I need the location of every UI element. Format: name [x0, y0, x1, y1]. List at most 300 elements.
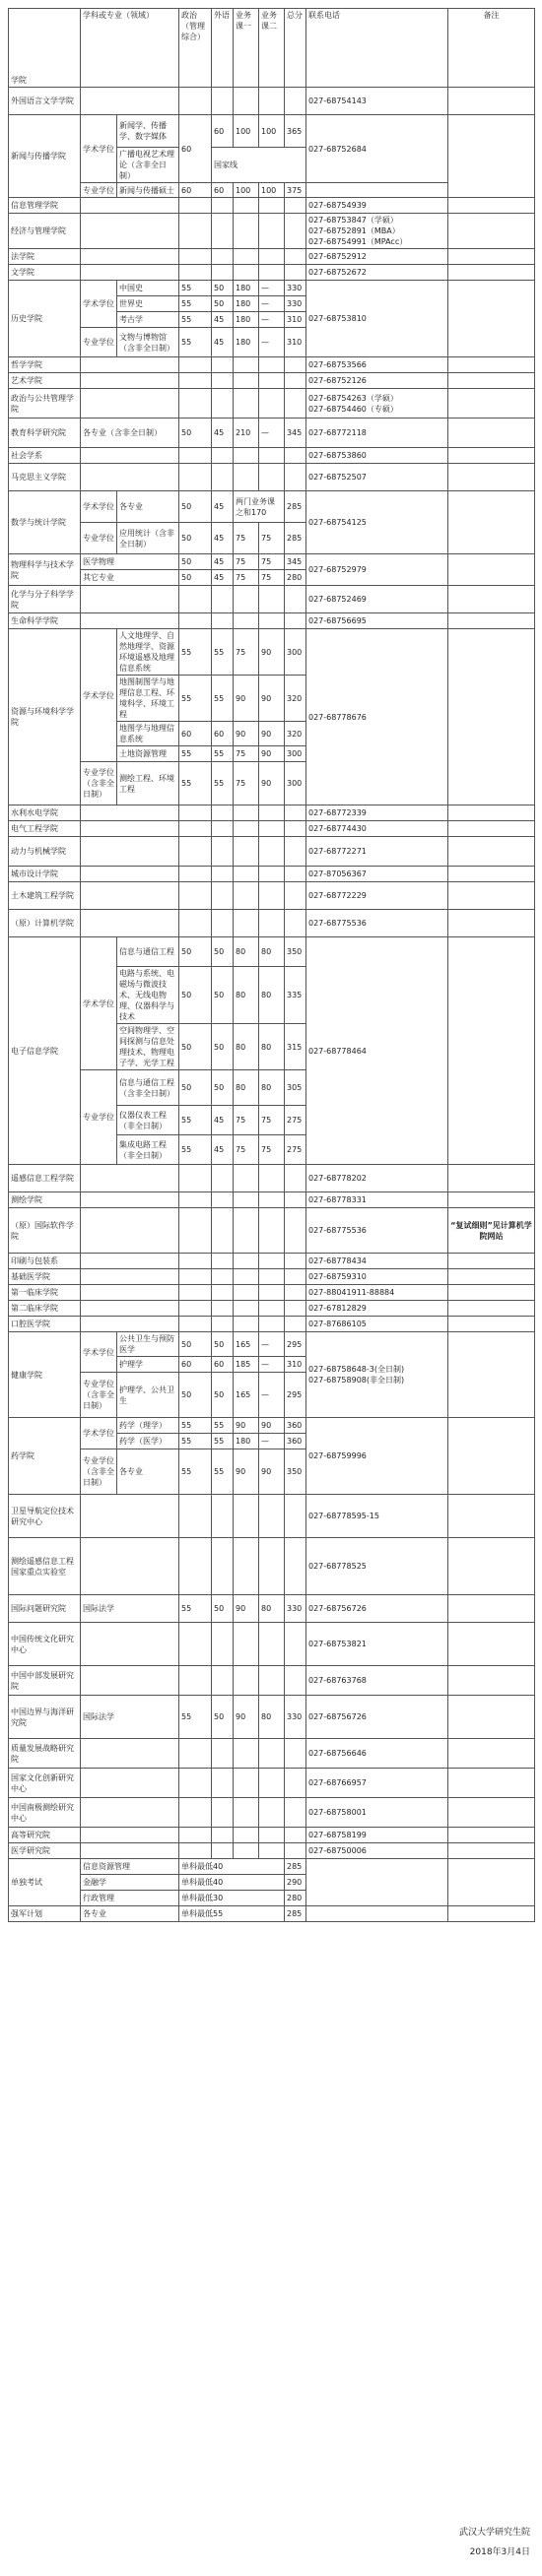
score-foreign: 50: [212, 1332, 234, 1357]
score-course2: 75: [259, 554, 285, 570]
score-course2: —: [259, 281, 285, 296]
phone-number: 027-68753860: [306, 448, 448, 464]
score-total: 310: [285, 1357, 306, 1373]
college-name: 单独考试: [9, 1859, 81, 1906]
phone-line: 027-68758908(非全日制): [308, 1376, 405, 1385]
table-row: [9, 1666, 535, 1696]
phone-number: 027-68778464: [306, 937, 448, 1165]
score-total: 330: [285, 281, 306, 296]
major-name: 各专业（含非全日制）: [81, 419, 179, 448]
score-foreign: 45: [212, 1135, 234, 1165]
phone-line: 027-68758648-3(全日制): [308, 1365, 405, 1374]
score-foreign: 50: [212, 937, 234, 967]
phone-number: 027-68758001: [306, 1798, 448, 1828]
score-foreign: 55: [212, 629, 234, 676]
table-row: [9, 867, 535, 882]
college-name: 经济与管理学院: [9, 214, 81, 249]
score-foreign: 60: [212, 1357, 234, 1373]
college-name: 强军计划: [9, 1906, 81, 1922]
score-total: 330: [285, 1696, 306, 1739]
college-name: （原）国际软件学院: [9, 1208, 81, 1254]
table-row: [9, 373, 535, 389]
min-score-line: 单科最低40: [179, 1875, 285, 1891]
college-name: 第一临床学院: [9, 1285, 81, 1301]
score-course1: 75: [234, 746, 259, 762]
phone-number: 027-68763768: [306, 1666, 448, 1696]
college-name: 化学与分子科学学院: [9, 586, 81, 613]
score-course2: 90: [259, 1449, 285, 1495]
score-course2: 100: [259, 183, 285, 198]
score-total: 295: [285, 1332, 306, 1357]
college-name: （原）计算机学院: [9, 910, 81, 937]
score-course2: 80: [259, 937, 285, 967]
score-total: 350: [285, 1449, 306, 1495]
score-foreign: 55: [212, 1434, 234, 1449]
score-course1: 100: [234, 115, 259, 148]
table-row: [9, 1859, 535, 1875]
phone-number: 027-87056367: [306, 867, 448, 882]
table-row: [9, 586, 535, 613]
score-politics: 50: [179, 1373, 212, 1418]
score-foreign: 45: [212, 1106, 234, 1135]
score-total: 310: [285, 328, 306, 357]
major-name: 护理学、公共卫生: [117, 1373, 179, 1418]
header-foreign: 外语: [212, 9, 234, 88]
major-name: 信息资源管理: [81, 1859, 179, 1875]
phone-number: 027-68752126: [306, 373, 448, 389]
table-row: [9, 1269, 535, 1285]
phone-number: 027-68754939: [306, 198, 448, 214]
phone-number: 027-87686105: [306, 1317, 448, 1332]
phone-number: 027-68756695: [306, 613, 448, 629]
table-row: [9, 1739, 535, 1769]
degree-type: 学术学位: [81, 115, 117, 183]
combined-course-note: 两门业务课之和170: [234, 491, 285, 523]
table-row: [9, 1208, 535, 1254]
score-course1: 75: [234, 1106, 259, 1135]
score-foreign: 50: [212, 1024, 234, 1070]
major-name: 世界史: [117, 296, 179, 312]
score-foreign: 45: [212, 328, 234, 357]
score-total: 300: [285, 629, 306, 676]
score-foreign: 45: [212, 523, 234, 554]
score-course2: —: [259, 328, 285, 357]
college-name: 测绘遥感信息工程国家重点实验室: [9, 1538, 81, 1595]
score-politics: 50: [179, 1332, 212, 1357]
college-name: 土木建筑工程学院: [9, 882, 81, 910]
score-course2: —: [259, 1357, 285, 1373]
score-total: 320: [285, 676, 306, 722]
table-row: [9, 821, 535, 837]
score-course2: 75: [259, 570, 285, 586]
phone-number: [306, 214, 448, 249]
phone-number: 027-68753821: [306, 1623, 448, 1666]
major-name: 各专业: [117, 1449, 179, 1495]
score-total: 280: [285, 570, 306, 586]
score-course1: 75: [234, 762, 259, 805]
table-row: [9, 1828, 535, 1843]
table-row: [9, 281, 535, 296]
score-total: 285: [285, 1906, 306, 1922]
score-course2: 90: [259, 746, 285, 762]
score-course1: 180: [234, 296, 259, 312]
header-phone: 联系电话: [306, 9, 448, 88]
college-name: 医学研究院: [9, 1843, 81, 1859]
college-name: 第二临床学院: [9, 1301, 81, 1317]
phone-number: 027-68756726: [306, 1696, 448, 1739]
phone-number: 027-68778331: [306, 1192, 448, 1208]
score-course2: 90: [259, 722, 285, 746]
score-course1: 80: [234, 1024, 259, 1070]
score-politics: 55: [179, 629, 212, 676]
score-total: 275: [285, 1106, 306, 1135]
table-row: [9, 491, 535, 523]
footer-signature: [459, 2523, 530, 2562]
table-row: [9, 1192, 535, 1208]
score-course2: 80: [259, 967, 285, 1024]
min-score-line: 单科最低40: [179, 1859, 285, 1875]
phone-number: 027-68752684: [306, 115, 448, 183]
degree-type: 专业学位: [81, 328, 117, 357]
score-course2: 75: [259, 523, 285, 554]
score-course2: 90: [259, 629, 285, 676]
major-name: 新闻学、传播学、数字媒体: [117, 115, 179, 148]
score-total: 280: [285, 1891, 306, 1906]
major-name: 信息与通信工程: [117, 937, 179, 967]
score-course2: —: [259, 1373, 285, 1418]
phone-number: [306, 389, 448, 419]
score-foreign: 55: [212, 676, 234, 722]
college-name: 口腔医学院: [9, 1317, 81, 1332]
phone-number: 027-68752979: [306, 554, 448, 586]
score-politics: 55: [179, 296, 212, 312]
score-course1: 90: [234, 1418, 259, 1434]
major-name: 集成电路工程（非全日制）: [117, 1135, 179, 1165]
score-foreign: 60: [212, 722, 234, 746]
college-name: 药学院: [9, 1418, 81, 1495]
phone-number: 027-68759996: [306, 1418, 448, 1495]
score-course2: 80: [259, 1696, 285, 1739]
phone-number: 027-68753566: [306, 357, 448, 373]
score-foreign: 50: [212, 296, 234, 312]
college-name: 基础医学院: [9, 1269, 81, 1285]
phone-number: [306, 1332, 448, 1418]
phone-number: 027-68766957: [306, 1769, 448, 1798]
score-politics: 55: [179, 762, 212, 805]
college-name: 中国传统文化研究中心: [9, 1623, 81, 1666]
college-name: 中国南极测绘研究中心: [9, 1798, 81, 1828]
score-politics: 60: [179, 1357, 212, 1373]
phone-number: 027-68772229: [306, 882, 448, 910]
major-name: 电路与系统、电磁场与微波技术、无线电物理、仪器科学与技术: [117, 967, 179, 1024]
score-foreign: 50: [212, 967, 234, 1024]
score-total: 335: [285, 967, 306, 1024]
score-total: 345: [285, 419, 306, 448]
score-foreign: 55: [212, 1418, 234, 1434]
table-row: [9, 249, 535, 265]
score-politics: 60: [179, 183, 212, 198]
major-name: 药学（理学）: [117, 1418, 179, 1434]
score-course1: 180: [234, 312, 259, 328]
phone-number: 027-68752912: [306, 249, 448, 265]
major-name: 地图制图学与地理信息工程、环境科学、环境工程: [117, 676, 179, 722]
college-name: 生命科学学院: [9, 613, 81, 629]
table-row: [9, 1843, 535, 1859]
score-course1: 80: [234, 1070, 259, 1106]
table-row: [9, 88, 535, 115]
score-course1: 100: [234, 183, 259, 198]
score-course2: —: [259, 296, 285, 312]
score-politics: 55: [179, 746, 212, 762]
score-foreign: 45: [212, 491, 234, 523]
remark-note: “复试细则”见计算机学院网站: [448, 1208, 535, 1254]
table-row: [9, 1254, 535, 1269]
score-foreign: 50: [212, 1373, 234, 1418]
score-foreign: 45: [212, 570, 234, 586]
table-row: [9, 265, 535, 281]
score-total: 290: [285, 1875, 306, 1891]
score-total: 310: [285, 312, 306, 328]
table-row: [9, 1317, 535, 1332]
college-name: 法学院: [9, 249, 81, 265]
college-name: 历史学院: [9, 281, 81, 357]
score-total: 360: [285, 1434, 306, 1449]
table-row: [9, 1495, 535, 1538]
college-name: 高等研究院: [9, 1828, 81, 1843]
college-name: 水利水电学院: [9, 805, 81, 821]
national-line-note: 国家线: [212, 148, 306, 183]
phone-number: 027-88041911-88884: [306, 1285, 448, 1301]
college-name: 马克思主义学院: [9, 464, 81, 491]
table-row: [9, 1769, 535, 1798]
score-course2: 90: [259, 762, 285, 805]
table-row: [9, 357, 535, 373]
phone-line: 027-68754263（学硕）: [308, 393, 398, 403]
table-row: [9, 198, 535, 214]
phone-number: 027-68753810: [306, 281, 448, 357]
major-name: 中国史: [117, 281, 179, 296]
score-total: 295: [285, 1373, 306, 1418]
major-name: 各专业: [117, 491, 179, 523]
score-total: 285: [285, 1859, 306, 1875]
phone-number: 027-68752469: [306, 586, 448, 613]
major-name: 医学物理: [81, 554, 179, 570]
score-politics: 55: [179, 676, 212, 722]
score-politics: 60: [179, 722, 212, 746]
college-name: 社会学系: [9, 448, 81, 464]
major-name: 测绘工程、环境工程: [117, 762, 179, 805]
major-name: 人文地理学、自然地理学、资源环境遥感及地理信息系统: [117, 629, 179, 676]
score-total: 300: [285, 762, 306, 805]
score-course1: 80: [234, 937, 259, 967]
major-name: 土地资源管理: [117, 746, 179, 762]
score-politics: 50: [179, 937, 212, 967]
score-politics: 50: [179, 967, 212, 1024]
phone-number: 027-68754143: [306, 88, 448, 115]
table-row: [9, 214, 535, 249]
score-total: 360: [285, 1418, 306, 1434]
score-foreign: 55: [212, 1449, 234, 1495]
phone-number: 027-68756726: [306, 1595, 448, 1623]
score-politics: 50: [179, 570, 212, 586]
score-course2: 100: [259, 115, 285, 148]
table-row: [9, 1285, 535, 1301]
score-total: 345: [285, 554, 306, 570]
table-row: [9, 554, 535, 570]
phone-number: 027-68775536: [306, 1208, 448, 1254]
score-course1: 75: [234, 570, 259, 586]
score-course2: —: [259, 312, 285, 328]
table-row: [9, 1595, 535, 1623]
college-name: 质量发展战略研究院: [9, 1739, 81, 1769]
score-course1: 80: [234, 967, 259, 1024]
score-foreign: 45: [212, 312, 234, 328]
phone-number: 027-68778434: [306, 1254, 448, 1269]
score-course1: 75: [234, 1135, 259, 1165]
score-total: 275: [285, 1135, 306, 1165]
score-politics: 55: [179, 1595, 212, 1623]
degree-type: 专业学位: [81, 183, 117, 198]
degree-type: 学术学位: [81, 1418, 117, 1449]
score-total: 320: [285, 722, 306, 746]
major-name: 地图学与地理信息系统: [117, 722, 179, 746]
header-total: 总分: [285, 9, 306, 88]
table-row: [9, 1906, 535, 1922]
score-total: 330: [285, 1595, 306, 1623]
college-name: 中国中部发展研究院: [9, 1666, 81, 1696]
degree-type: 专业学位: [81, 1070, 117, 1165]
table-row: [9, 805, 535, 821]
phone-number: 027-68754125: [306, 491, 448, 554]
min-score-line: 单科最低55: [179, 1906, 285, 1922]
degree-type: 专业学位（含非全日制）: [81, 1373, 117, 1418]
major-name: 考古学: [117, 312, 179, 328]
score-course2: 80: [259, 1070, 285, 1106]
score-course1: 90: [234, 722, 259, 746]
degree-type: 学术学位: [81, 629, 117, 762]
score-course1: 185: [234, 1357, 259, 1373]
score-total: 330: [285, 296, 306, 312]
phone-number: 027-68774430: [306, 821, 448, 837]
score-politics: 50: [179, 1024, 212, 1070]
major-name: 金融学: [81, 1875, 179, 1891]
college-name: 遥感信息工程学院: [9, 1165, 81, 1192]
major-name: 信息与通信工程（含非全日制）: [117, 1070, 179, 1106]
major-name: 其它专业: [81, 570, 179, 586]
phone-number: 027-68778525: [306, 1538, 448, 1595]
phone-number: 027-68775536: [306, 910, 448, 937]
score-foreign: 60: [212, 183, 234, 198]
phone-number: 027-68752672: [306, 265, 448, 281]
phone-line: 027-68752891（MBA）: [308, 226, 400, 235]
score-foreign: 45: [212, 419, 234, 448]
min-score-line: 单科最低30: [179, 1891, 285, 1906]
college-name: 国际问题研究院: [9, 1595, 81, 1623]
table-row: [9, 937, 535, 967]
college-name: 外国语言文学学院: [9, 88, 81, 115]
college-name: 资源与环境科学学院: [9, 629, 81, 805]
score-course1: 210: [234, 419, 259, 448]
score-course1: 180: [234, 1434, 259, 1449]
phone-number: 027-68750006: [306, 1843, 448, 1859]
score-total: 365: [285, 115, 306, 148]
score-politics: 55: [179, 1696, 212, 1739]
table-row: [9, 1165, 535, 1192]
phone-number: 027-68772271: [306, 837, 448, 867]
score-course1: 75: [234, 629, 259, 676]
major-name: 公共卫生与预防医学: [117, 1332, 179, 1357]
score-foreign: 50: [212, 1595, 234, 1623]
college-name: 政治与公共管理学院: [9, 389, 81, 419]
college-name: 文学院: [9, 265, 81, 281]
college-name: 新闻与传播学院: [9, 115, 81, 198]
footer-date: 2018年3月4日: [469, 2547, 530, 2557]
table-row: [9, 613, 535, 629]
score-total: 315: [285, 1024, 306, 1070]
table-row: [9, 837, 535, 867]
score-politics: 55: [179, 1106, 212, 1135]
score-course2: 90: [259, 676, 285, 722]
phone-number: 027-68759310: [306, 1269, 448, 1285]
major-name: 仪器仪表工程（非全日制）: [117, 1106, 179, 1135]
degree-type: 专业学位（含非全日制）: [81, 762, 117, 805]
header-college: 学院: [9, 9, 81, 88]
table-row: [9, 1623, 535, 1666]
score-politics: 55: [179, 328, 212, 357]
score-course2: 80: [259, 1595, 285, 1623]
score-course1: 90: [234, 1595, 259, 1623]
college-name: 电气工程学院: [9, 821, 81, 837]
phone-line: 027-68754991（MPAcc）: [308, 237, 408, 246]
score-foreign: 45: [212, 554, 234, 570]
score-course1: 90: [234, 676, 259, 722]
table-row: [9, 882, 535, 910]
score-total: 350: [285, 937, 306, 967]
table-row: [9, 1301, 535, 1317]
score-foreign: 60: [212, 115, 234, 148]
college-name: 城市设计学院: [9, 867, 81, 882]
major-name: 文物与博物馆（含非全日制）: [117, 328, 179, 357]
major-name: 新闻与传播硕士: [117, 183, 179, 198]
score-politics: 55: [179, 281, 212, 296]
table-row: [9, 1696, 535, 1739]
college-name: 数学与统计学院: [9, 491, 81, 554]
phone-number: 027-68772118: [306, 419, 448, 448]
score-course1: 75: [234, 523, 259, 554]
college-name: 印刷与包装系: [9, 1254, 81, 1269]
score-course1: 165: [234, 1373, 259, 1418]
table-row: [9, 1332, 535, 1357]
major-name: 药学（医学）: [117, 1434, 179, 1449]
score-table: [8, 8, 535, 1922]
major-name: 空间物理学、空间探测与信息处理技术、物理电子学、光学工程: [117, 1024, 179, 1070]
major-name: 国际法学: [81, 1595, 179, 1623]
phone-number: 027-68772339: [306, 805, 448, 821]
table-row: [9, 448, 535, 464]
phone-number: 027-68778676: [306, 629, 448, 805]
table-row: [9, 389, 535, 419]
score-politics: 55: [179, 1449, 212, 1495]
score-course2: 90: [259, 1418, 285, 1434]
score-politics: 55: [179, 1418, 212, 1434]
header-major: 学科或专业（领域）: [81, 9, 179, 88]
score-politics: 50: [179, 419, 212, 448]
college-name: 教育科学研究院: [9, 419, 81, 448]
score-politics: 50: [179, 523, 212, 554]
college-name: 电子信息学院: [9, 937, 81, 1165]
header-course2: 业务课二: [259, 9, 285, 88]
score-course1: 75: [234, 554, 259, 570]
